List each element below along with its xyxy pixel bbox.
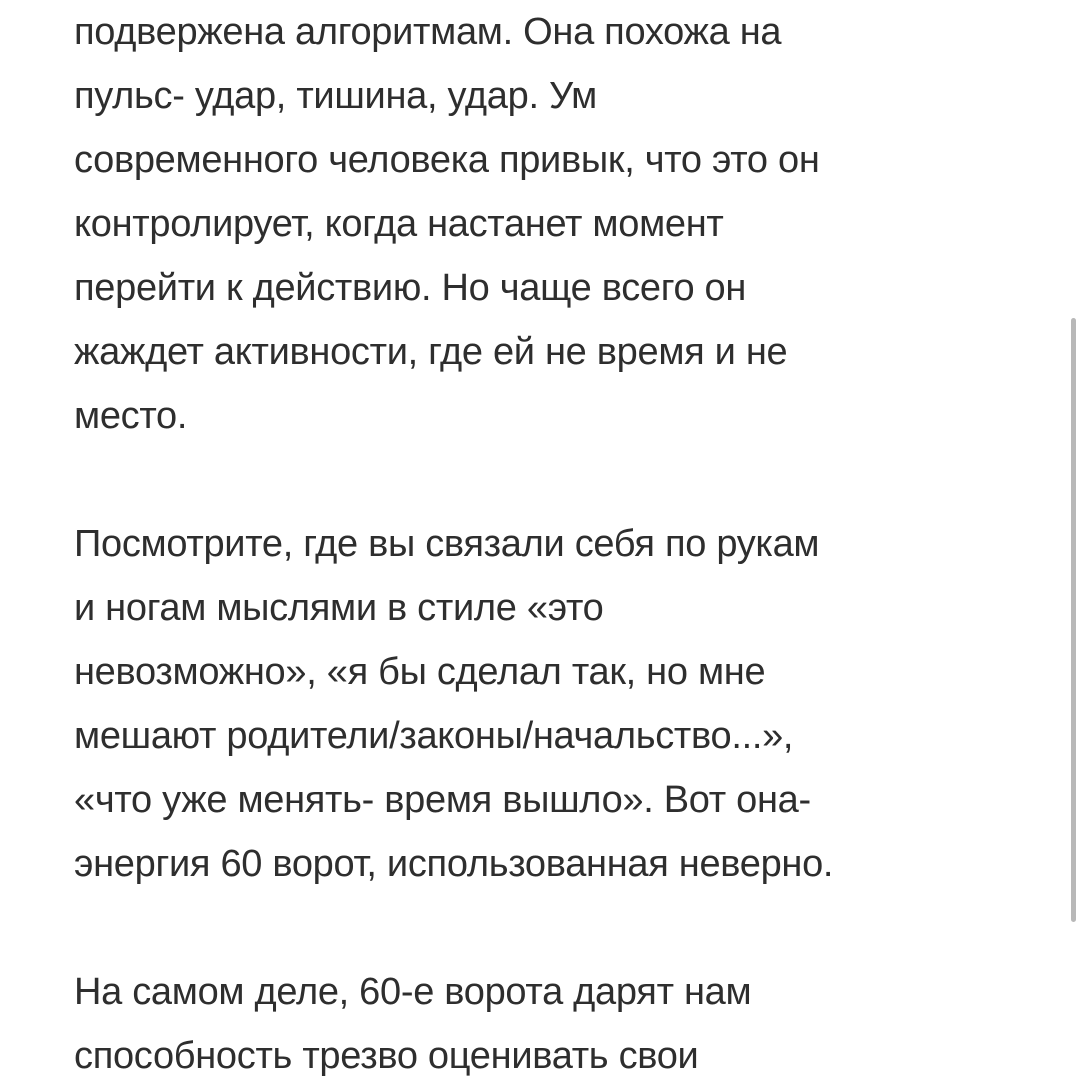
- paragraph-2: [74, 512, 1034, 896]
- text-line: «что уже менять- время вышло». Вот она-: [74, 779, 811, 821]
- text-line: На самом деле, 60-е ворота дарят нам: [74, 971, 752, 1013]
- scrollbar-thumb[interactable]: [1071, 318, 1076, 922]
- text-line: подвержена алгоритмам. Она похожа на: [74, 11, 782, 53]
- text-line: пульс- удар, тишина, удар. Ум: [74, 75, 597, 117]
- text-line: Посмотрите, где вы связали себя по рукам: [74, 523, 820, 565]
- paragraph-1: [74, 0, 1034, 448]
- paragraph-gap: [74, 448, 1034, 512]
- text-line: жаждет активности, где ей не время и не: [74, 331, 788, 373]
- document-text: [74, 0, 1034, 1080]
- paragraph-3: [74, 960, 1034, 1080]
- text-line: энергия 60 ворот, использованная неверно.: [74, 843, 834, 885]
- text-line: место.: [74, 395, 188, 437]
- text-line: контролирует, когда настанет момент: [74, 203, 724, 245]
- text-line: современного человека привык, что это он: [74, 139, 820, 181]
- text-line: и ногам мыслями в стиле «это: [74, 587, 604, 629]
- text-line: способность трезво оценивать свои: [74, 1035, 699, 1077]
- vertical-scrollbar[interactable]: [1066, 0, 1080, 1080]
- text-line: мешают родители/законы/начальство...»,: [74, 715, 794, 757]
- paragraph-gap: [74, 896, 1034, 960]
- text-line: невозможно», «я бы сделал так, но мне: [74, 651, 766, 693]
- text-line: перейти к действию. Но чаще всего он: [74, 267, 747, 309]
